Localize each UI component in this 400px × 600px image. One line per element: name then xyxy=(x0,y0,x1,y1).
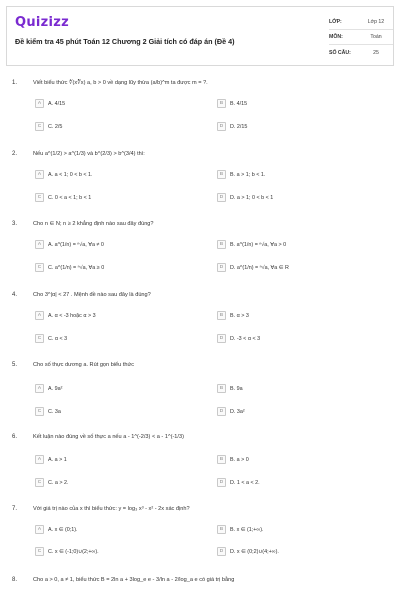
option-c[interactable] xyxy=(35,406,61,417)
meta-label: LỚP: xyxy=(329,19,342,25)
option-text: C. x ∈ (-1;0)∪(2;+∞). xyxy=(48,548,99,555)
option-letter: B xyxy=(217,455,226,464)
meta-label: MÔN: xyxy=(329,34,343,40)
meta-value: 25 xyxy=(373,49,379,56)
option-text: B. α > 3 xyxy=(230,312,249,319)
option-a[interactable] xyxy=(35,239,104,250)
option-letter: C xyxy=(35,334,44,343)
option-letter: B xyxy=(217,240,226,249)
option-letter: D xyxy=(217,193,226,202)
option-text: A. α < -3 hoặc α > 3 xyxy=(48,312,96,319)
option-text: A. a < 1; 0 < b < 1. xyxy=(48,171,93,178)
option-letter: D xyxy=(217,407,226,416)
option-text: A. a^(1/n) = ⁿ√a, ∀a ≠ 0 xyxy=(48,241,104,248)
question-text: Nếu a^(1/2) > a^(1/3) và b^(2/3) > b^(3/4) thì: xyxy=(33,151,145,157)
option-text: C. a > 2. xyxy=(48,479,69,486)
option-text: B. x ∈ (1;+∞). xyxy=(230,526,264,533)
option-text: B. a^(1/n) = ⁿ√a, ∀a > 0 xyxy=(230,241,287,248)
option-text: A. x ∈ (0;1). xyxy=(48,526,78,533)
option-text: A. 9a² xyxy=(48,385,63,392)
question-number: 1. xyxy=(12,80,18,86)
quizizz-logo: Quizizz xyxy=(15,15,70,30)
option-a[interactable] xyxy=(35,524,78,535)
option-text: B. 9a xyxy=(230,385,243,392)
option-c[interactable] xyxy=(35,333,67,344)
option-c[interactable] xyxy=(35,262,104,273)
question-number: 7. xyxy=(12,506,18,512)
option-letter: D xyxy=(217,334,226,343)
question-number: 8. xyxy=(12,577,18,583)
meta-value: Lớp 12 xyxy=(367,19,385,25)
option-letter: A xyxy=(35,384,44,393)
option-letter: C xyxy=(35,547,44,556)
option-letter: C xyxy=(35,478,44,487)
question-number: 6. xyxy=(12,434,18,440)
option-c[interactable] xyxy=(35,192,91,203)
option-letter: B xyxy=(217,170,226,179)
option-letter: C xyxy=(35,193,44,202)
option-a[interactable] xyxy=(35,454,67,465)
option-text: D. 2/15 xyxy=(230,123,248,130)
option-letter: B xyxy=(217,525,226,534)
question-text: Cho n ∈ N; n ≥ 2 khẳng định nào sau đây đúng? xyxy=(33,221,154,227)
option-letter: D xyxy=(217,547,226,556)
option-text: C. 2/5 xyxy=(48,123,63,130)
option-d[interactable] xyxy=(217,121,247,132)
question-text: Cho a > 0, a ≠ 1, biểu thức B = 2ln a + 3log_e e - 3/ln a - 2/log_a e có giá trị bằng xyxy=(33,577,235,583)
option-letter: A xyxy=(35,311,44,320)
option-c[interactable] xyxy=(35,121,62,132)
option-text: C. 0 < a < 1; b < 1 xyxy=(48,194,92,201)
meta-label: SỐ CÂU: xyxy=(329,49,351,56)
option-text: C. a^(1/n) = ⁿ√a, ∀a ≥ 0 xyxy=(48,264,105,271)
option-text: D. -3 < α < 3 xyxy=(230,335,261,342)
question-number: 5. xyxy=(12,362,18,368)
option-letter: B xyxy=(217,384,226,393)
option-letter: A xyxy=(35,99,44,108)
option-a[interactable] xyxy=(35,169,93,180)
option-b[interactable] xyxy=(217,310,249,321)
option-letter: C xyxy=(35,263,44,272)
option-letter: D xyxy=(217,478,226,487)
question-text: Với giá trị nào của x thì biểu thức: y = log₃ x³ - x² - 2x xác định? xyxy=(33,506,190,512)
option-text: B. a > 0 xyxy=(230,456,249,463)
option-text: A. a > 1 xyxy=(48,456,67,463)
option-c[interactable] xyxy=(35,546,99,557)
question-text: Cho số thực dương a. Rút gọn biểu thức xyxy=(33,362,135,368)
option-b[interactable] xyxy=(217,524,264,535)
option-a[interactable] xyxy=(35,310,96,321)
option-a[interactable] xyxy=(35,98,65,109)
question-text: Cho 3^|α| < 27 . Mệnh đề nào sau đây là đúng? xyxy=(33,292,151,298)
option-text: D. a > 1; 0 < b < 1 xyxy=(230,194,274,201)
option-letter: B xyxy=(217,99,226,108)
option-text: A. 4/15 xyxy=(48,100,66,107)
meta-value: Toán xyxy=(370,34,382,40)
option-b[interactable] xyxy=(217,454,249,465)
option-text: B. 4/15 xyxy=(230,100,248,107)
question-number: 4. xyxy=(12,292,18,298)
option-d[interactable] xyxy=(217,477,260,488)
quiz-title: Đề kiểm tra 45 phút Toán 12 Chương 2 Giải tích có đáp án (Đề 4) xyxy=(15,37,235,46)
option-letter: D xyxy=(217,122,226,131)
option-text: D. 3a² xyxy=(230,408,245,415)
question-text: Viết biểu thức ∜(x∛x) a, b > 0 về dạng lũy thừa (a/b)^m ta được m = ?. xyxy=(33,80,208,86)
option-text: B. a > 1; b < 1. xyxy=(230,171,266,178)
option-text: D. x ∈ (0;2)∪(4;+∞). xyxy=(230,548,279,555)
option-text: C. 3a xyxy=(48,408,61,415)
question-number: 2. xyxy=(12,151,18,157)
question-text: Kết luận nào đúng về số thực a nếu a - 1^(-2/3) < a - 1^(-1/3) xyxy=(33,434,184,440)
option-b[interactable] xyxy=(217,239,286,250)
option-b[interactable] xyxy=(217,383,243,394)
option-d[interactable] xyxy=(217,262,289,273)
option-d[interactable] xyxy=(217,406,245,417)
option-letter: A xyxy=(35,240,44,249)
option-d[interactable] xyxy=(217,333,260,344)
option-text: D. 1 < a < 2. xyxy=(230,479,260,486)
question-number: 3. xyxy=(12,221,18,227)
option-c[interactable] xyxy=(35,477,69,488)
option-a[interactable] xyxy=(35,383,62,394)
option-letter: A xyxy=(35,525,44,534)
option-text: C. α < 3 xyxy=(48,335,68,342)
option-letter: A xyxy=(35,455,44,464)
option-letter: D xyxy=(217,263,226,272)
option-letter: C xyxy=(35,122,44,131)
option-text: D. a^(1/n) = ⁿ√a, ∀a ∈ R xyxy=(230,264,289,271)
option-d[interactable] xyxy=(217,546,279,557)
option-b[interactable] xyxy=(217,169,265,180)
option-letter: C xyxy=(35,407,44,416)
option-d[interactable] xyxy=(217,192,273,203)
option-b[interactable] xyxy=(217,98,247,109)
option-letter: B xyxy=(217,311,226,320)
option-letter: A xyxy=(35,170,44,179)
